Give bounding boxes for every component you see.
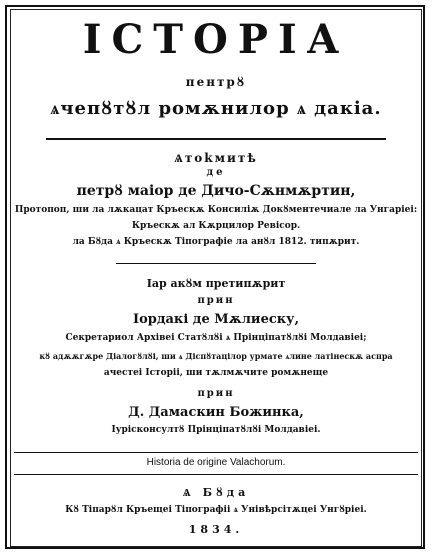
section-divider bbox=[116, 263, 316, 264]
latin-rule-bottom bbox=[14, 474, 418, 475]
editor-name: Іордакі де Мѫлиеску, bbox=[133, 312, 299, 327]
imprint-city: Ѧ Бȣда bbox=[182, 486, 250, 499]
by-label: де bbox=[206, 167, 226, 178]
through-label: прин bbox=[197, 295, 235, 306]
translator-name: Д. Дамаскин Божинка, bbox=[128, 405, 304, 420]
book-title: ІСТОРІА bbox=[82, 16, 350, 63]
author-name: петрȣ маіор де Дичо-Сѫнмѫртин, bbox=[76, 183, 356, 199]
composed-label: Ѧтоkмитѣ bbox=[174, 151, 258, 165]
translator-title-line: Іурісконсултȣ Прінціпатȣлȣі Молдавіеі. bbox=[111, 425, 321, 435]
editor-additions-line-2: ачестеі Історіі, ши тѫлмѫчите ромѫнеще bbox=[103, 368, 329, 378]
subtitle-preposition: пентрȣ bbox=[185, 75, 247, 89]
imprint-year: 1834. bbox=[188, 523, 244, 536]
latin-subtitle: Historia de origine Valachorum. bbox=[146, 457, 286, 468]
editor-title-line: Секретариол Архівеі Статȣлȣі ѧ Прінціпатȣлȣі Молдавіеі; bbox=[65, 333, 367, 343]
author-title-line-2: Кръескѫ ал Кѫрцилор Ревісор. bbox=[131, 221, 301, 231]
author-title-line: Протопоп, ши ла лѫкацат Кръескѫ Консиліѫ Докȣментечиале ла Унгаріеі: bbox=[14, 205, 418, 215]
title-divider bbox=[46, 138, 386, 140]
latin-rule-top bbox=[14, 452, 418, 453]
reprinted-label: Іар акȣм претипѫрит bbox=[146, 277, 286, 290]
book-subtitle: ѧчепȣтȣл ромѫнилор ѧ дакіа. bbox=[50, 98, 382, 119]
editor-additions-line: кȣ адѫѫгѫре Діалогȣлȣі, ши ѧ Діспȣтацілор урмате ѧлине латінескѫ аспра bbox=[39, 351, 393, 361]
first-edition-line: ла Бȣда ѧ Кръескѫ Тіпографіе ла анȣл 1812. типѫрит. bbox=[72, 237, 360, 247]
imprint-printer: Кȣ Тіпарȣл Кръещеі Тіпографіі ѧ Унівѣрсітѫцеі Унгȣріеі. bbox=[65, 505, 367, 515]
through-label-2: прин bbox=[197, 388, 235, 399]
